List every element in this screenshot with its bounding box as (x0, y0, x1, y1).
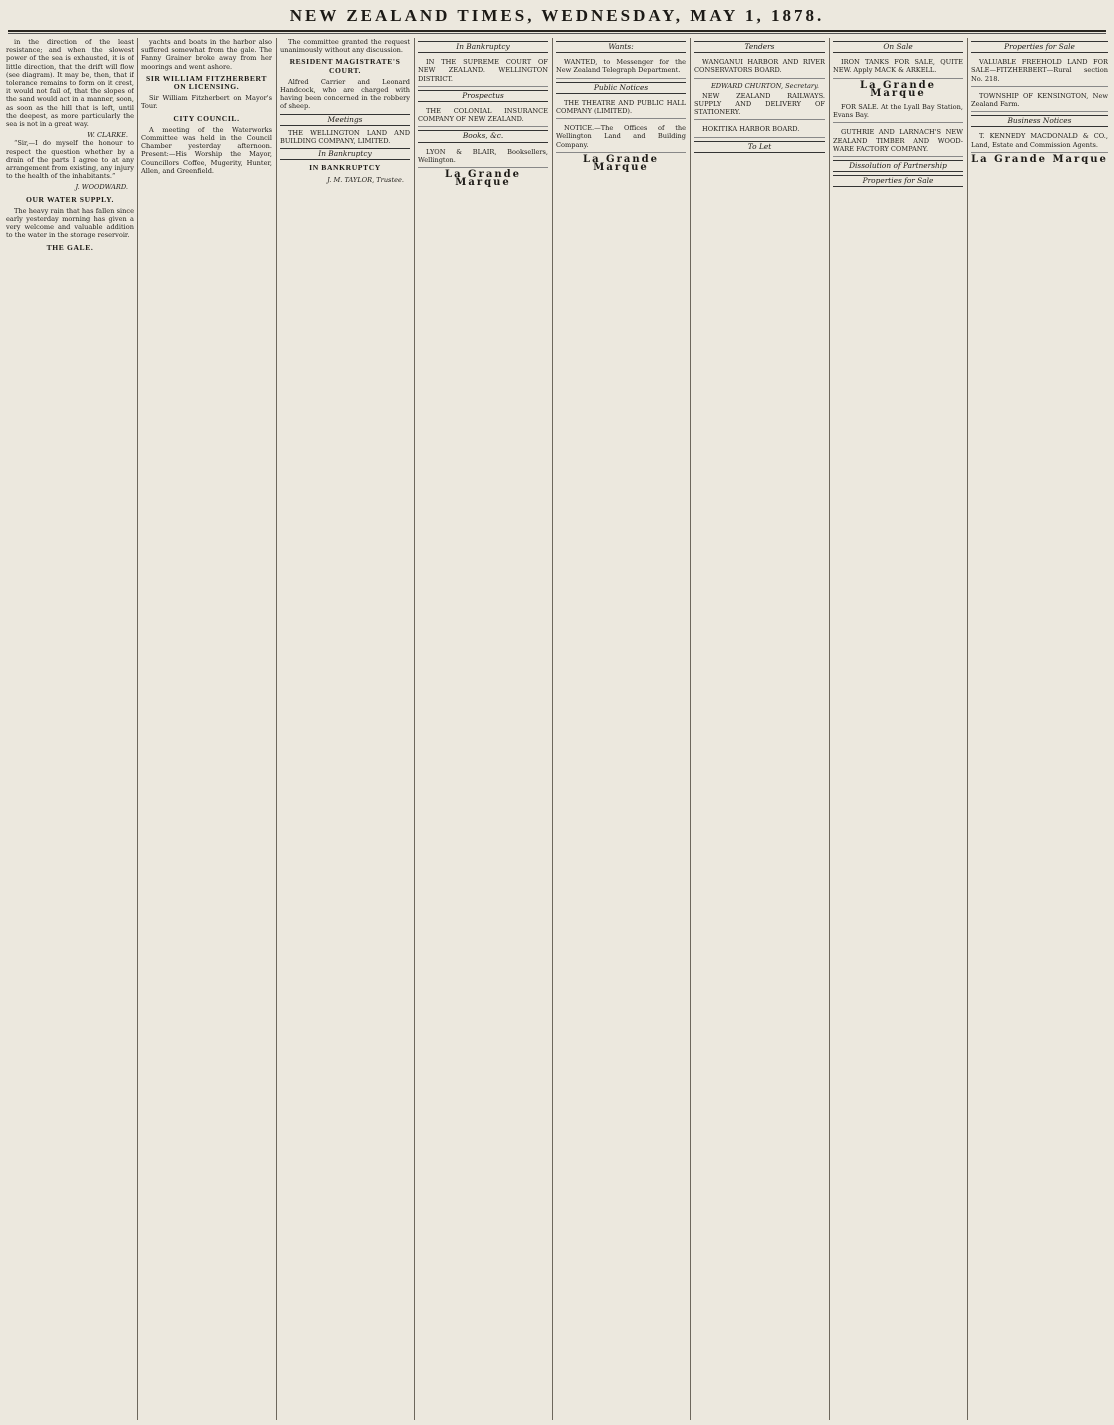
notice-paragraph: HOKITIKA HARBOR BOARD. (694, 123, 825, 137)
section-heading: IN BANKRUPTCY (309, 163, 381, 173)
section-band: Dissolution of Partnership (833, 160, 963, 172)
section-band: In Bankruptcy (280, 148, 410, 160)
advert-banner: La Grande Marque (445, 169, 521, 189)
column-3 (280, 38, 410, 1422)
article-paragraph: yachts and boats in the harbor also suffered somewhat from the gale. The Fanny Grainer broke away from her moorings and went ashore. (141, 38, 272, 71)
article-paragraph: A meeting of the Waterworks Committee was held in the Council Chamber yesterday afternoon. Present:—His Worship the Mayor, Councillors Coffee, Mugerity, Hunter, Allen, and Greenfield. (141, 125, 272, 175)
section-band: Business Notices (971, 115, 1108, 127)
section-band: Books, &c. (418, 130, 548, 142)
notice-paragraph: WANTED, to Messenger for the New Zealand Telegraph Department. (556, 56, 686, 78)
column-1 (6, 38, 134, 1422)
article-paragraph: Alfred Carrier and Leonard Handcock, who are charged with having been concerned in the robbery of sheep. (280, 77, 410, 111)
signature: J. M. TAYLOR, Trustee. (327, 175, 404, 184)
column-divider (690, 38, 691, 1420)
section-band: Public Notices (556, 82, 686, 94)
column-4 (418, 38, 548, 1422)
section-heading: THE GALE. (46, 242, 94, 252)
notice-paragraph: VALUABLE FREEHOLD LAND FOR SALE—FITZHERBERT—Rural section No. 218. (971, 56, 1108, 87)
masthead (8, 4, 1106, 32)
section-band: Wants: (556, 41, 686, 53)
column-8 (971, 38, 1108, 1422)
signature: W. CLARKE. (87, 131, 128, 140)
notice-paragraph: FOR SALE. At the Lyall Bay Station, Evans Bay. (833, 101, 963, 123)
column-divider (552, 38, 553, 1420)
notice-paragraph: THE COLONIAL INSURANCE COMPANY OF NEW ZEALAND. (418, 105, 548, 127)
section-band: Properties for Sale (971, 41, 1108, 53)
notice-paragraph: IRON TANKS FOR SALE, QUITE NEW. Apply MACK & ARKELL. (833, 56, 963, 78)
notice-paragraph: THE WELLINGTON LAND AND BUILDING COMPANY, LIMITED. (280, 128, 410, 146)
column-5 (556, 38, 686, 1422)
column-divider (967, 38, 968, 1420)
article-paragraph: The committee granted the request unanimously without any discussion. (280, 38, 410, 55)
section-band: Prospectus (418, 90, 548, 102)
column-divider (137, 38, 138, 1420)
notice-paragraph: IN THE SUPREME COURT OF NEW ZEALAND. WELLINGTON DISTRICT. (418, 56, 548, 87)
notice-paragraph: TOWNSHIP OF KENSINGTON, New Zealand Farm. (971, 90, 1108, 112)
article-paragraph: “Sir,—I do myself the honour to respect the question whether by a drain of the parts I agree to at any arrangement from existing, any injury to the health of the inhabitants.” (6, 139, 134, 181)
notice-paragraph: T. KENNEDY MACDONALD & CO., Land, Estate and Commission Agents. (971, 130, 1108, 152)
signature: J. WOODWARD. (75, 183, 128, 192)
advert-banner: La Grande Marque (971, 153, 1108, 165)
masthead-title: NEW ZEALAND TIMES, WEDNESDAY, MAY 1, 1878. (289, 6, 825, 25)
column-2 (141, 38, 272, 1422)
column-divider (829, 38, 830, 1420)
column-divider (414, 38, 415, 1420)
section-band: On Sale (833, 41, 963, 53)
article-paragraph: The heavy rain that has fallen since early yesterday morning has given a very welcome and valuable addition to the water in the storage reservoir. (6, 206, 134, 240)
section-band: Tenders (694, 41, 825, 53)
section-band: Meetings (280, 114, 410, 126)
column-6 (694, 38, 825, 1422)
section-heading: OUR WATER SUPPLY. (25, 194, 115, 204)
notice-paragraph: GUTHRIE AND LARNACH'S NEW ZEALAND TIMBER AND WOOD-WARE FACTORY COMPANY. (833, 126, 963, 157)
notice-paragraph: THE THEATRE AND PUBLIC HALL COMPANY (LIMITED). (556, 97, 686, 119)
signature: EDWARD CHURTON, Secretary. (710, 81, 819, 90)
article-paragraph: in the direction of the least resistance; and when the slowest power of the sea is exhausted, it is of little direction, that the drift will flow (see diagram). It may be, then, that if tolerance remains to form on it crest, it would not fail of, that the slopes of the sand would act in a manner, soon, as soon as the hill that is left, until the deepest, as more particularly the sea is not in a great way. (6, 38, 134, 129)
column-7 (833, 38, 963, 1422)
article-paragraph: Sir William Fitzherbert on Mayor's Tour. (141, 94, 272, 111)
notice-paragraph: LYON & BLAIR, Booksellers, Wellington. (418, 146, 548, 168)
column-divider (276, 38, 277, 1420)
masthead-rule (8, 33, 1106, 34)
section-band: In Bankruptcy (418, 41, 548, 53)
section-heading: RESIDENT MAGISTRATE'S COURT. (289, 57, 401, 75)
advert-banner: La Grande Marque (860, 79, 936, 99)
notice-paragraph: NEW ZEALAND RAILWAYS. SUPPLY AND DELIVERY OF STATIONERY. (694, 90, 825, 121)
notice-paragraph: WANGANUI HARBOR AND RIVER CONSERVATORS BOARD. (694, 56, 825, 78)
section-band: To Let (694, 141, 825, 153)
section-band: Properties for Sale (833, 175, 963, 187)
notice-paragraph: NOTICE.—The Offices of the Wellington Land and Building Company. (556, 122, 686, 153)
advert-banner: La Grande Marque (583, 153, 659, 174)
section-heading: SIR WILLIAM FITZHERBERT ON LICENSING. (146, 73, 267, 92)
section-heading: CITY COUNCIL. (173, 113, 240, 123)
